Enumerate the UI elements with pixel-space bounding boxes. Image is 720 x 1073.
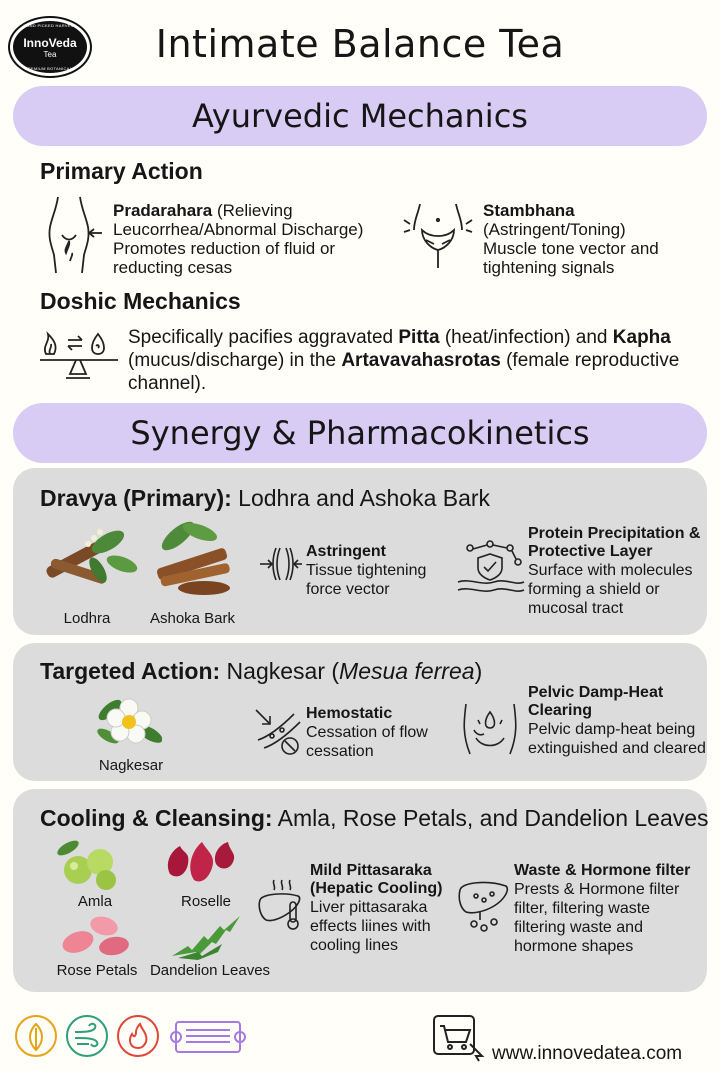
card1-rest: Lodhra and Ashoka Bark <box>231 485 491 511</box>
logo-sub-text: Tea <box>43 49 57 59</box>
stambhana-paren: (Astringent/Toning) <box>483 220 626 239</box>
hepatic-cooling-block <box>310 862 460 955</box>
doshic-pitta: Pitta <box>398 327 440 348</box>
card2-rest2: ) <box>474 658 483 684</box>
cart-icon[interactable] <box>432 1014 486 1062</box>
card1-heading <box>40 485 490 512</box>
hormone-filter-icon <box>454 876 514 934</box>
female-body-icon <box>40 195 110 275</box>
herb-label-dandelion: Dandelion Leaves <box>149 962 271 979</box>
hemostatic-title: Hemostatic <box>306 705 393 722</box>
liver-cooling-icon <box>254 876 308 932</box>
ashoka-bark-illustration <box>148 518 238 600</box>
protein-precipitation-desc: Surface with molecules forming a shield or mucosal tract <box>528 562 693 617</box>
logo-brand-text: InnoVeda <box>23 35 77 50</box>
stambhana-name: Stambhana <box>483 201 575 220</box>
hemostatic-icon <box>252 706 304 758</box>
astringent-title: Astringent <box>306 543 386 560</box>
card2-label: Targeted Action: <box>40 658 221 684</box>
pradarahara-desc: Promotes reduction of fluid or reducting cesas <box>113 239 336 277</box>
card2-heading <box>40 658 482 685</box>
herb-label-amla: Amla <box>77 893 113 910</box>
card2-rest1: Nagkesar ( <box>220 658 340 684</box>
section-heading-synergy: Synergy & Pharmacokinetics <box>13 403 707 463</box>
herb-label-ashoka: Ashoka Bark <box>149 610 236 627</box>
doshic-kapha: Kapha <box>612 327 671 348</box>
leaf-icon <box>14 1014 58 1058</box>
lodhra-illustration <box>38 520 138 602</box>
protective-layer-icon <box>456 540 526 600</box>
uterus-icon <box>400 200 476 272</box>
logo-ring-bottom: PREMIUM BOTANICALS <box>24 66 76 71</box>
pelvic-clearing-title: Pelvic Damp-Heat Clearing <box>528 684 664 719</box>
pelvic-clearing-icon <box>458 700 522 762</box>
doshic-t2: (heat/infection) and <box>439 327 613 348</box>
nagkesar-illustration <box>96 690 162 754</box>
herb-label-lodhra: Lodhra <box>63 610 111 627</box>
pelvic-clearing-desc: Pelvic damp-heat being extinguished and cleared <box>528 721 706 757</box>
dandelion-leaves-illustration <box>168 912 244 960</box>
doshic-text <box>128 326 688 395</box>
hepatic-cooling-desc: Liver pittasaraka effects liines with cooling lines <box>310 899 431 954</box>
protein-precipitation-block <box>528 525 708 618</box>
hormone-filter-title: Waste & Hormone filter <box>514 862 691 879</box>
doshic-t1: Specifically pacifies aggravated <box>128 327 399 348</box>
doshic-heading: Doshic Mechanics <box>40 288 241 314</box>
herb-label-rose-petals: Rose Petals <box>56 962 138 979</box>
primary-action-heading: Primary Action <box>40 158 203 184</box>
page-title: Intimate Balance Tea <box>155 22 565 66</box>
pradarahara-text <box>113 201 383 277</box>
dosha-balance-icon <box>38 324 122 386</box>
doshic-t3: (mucus/discharge) in the <box>128 350 342 371</box>
hemostatic-desc: Cessation of flow cessation <box>306 724 428 760</box>
card3-label: Cooling & Cleansing: <box>40 805 273 831</box>
rose-petals-illustration <box>58 912 136 958</box>
roselle-illustration <box>160 834 240 890</box>
hemostatic-block <box>306 705 456 761</box>
doshic-t4: (female reproductive channel). <box>128 350 680 394</box>
herb-label-roselle: Roselle <box>180 893 232 910</box>
card3-rest: Amla, Rose Petals, and Dandelion Leaves <box>272 805 709 831</box>
stambhana-text <box>483 201 708 277</box>
card3-heading <box>40 805 709 832</box>
section-heading-ayurvedic: Ayurvedic Mechanics <box>13 86 707 146</box>
pradarahara-paren: (Relieving Leucorrhea/Abnormal Discharge) <box>113 201 364 239</box>
stambhana-desc: Muscle tone vector and tightening signals <box>483 239 659 277</box>
pradarahara-name: Pradarahara <box>113 201 213 220</box>
astringent-desc: Tissue tightening force vector <box>306 562 427 598</box>
brand-logo <box>10 18 90 76</box>
wind-icon <box>65 1014 109 1058</box>
website-link[interactable]: www.innovedatea.com <box>492 1043 683 1064</box>
hepatic-cooling-title: Mild Pittasaraka (Hepatic Cooling) <box>310 862 443 897</box>
doshic-artava: Artavavahasrotas <box>341 350 501 371</box>
astringent-block <box>306 543 456 599</box>
protein-precipitation-title: Protein Precipitation & Protective Layer <box>528 525 701 560</box>
pelvic-clearing-block <box>528 684 708 758</box>
hormone-filter-block <box>514 862 706 956</box>
herb-label-nagkesar: Nagkesar <box>98 757 164 774</box>
astringent-icon <box>258 544 304 584</box>
logo-ring-top: HAND PICKED HARVEST <box>23 23 77 28</box>
card2-italic: Mesua ferrea <box>339 658 475 684</box>
flame-icon <box>116 1014 160 1058</box>
card1-label: Dravya (Primary): <box>40 485 232 511</box>
scroll-icon <box>170 1016 246 1058</box>
hormone-filter-desc: Prests & Hormone filter filter, filtering waste filtering waste and hormone shapes <box>514 881 680 955</box>
amla-illustration <box>54 838 130 890</box>
